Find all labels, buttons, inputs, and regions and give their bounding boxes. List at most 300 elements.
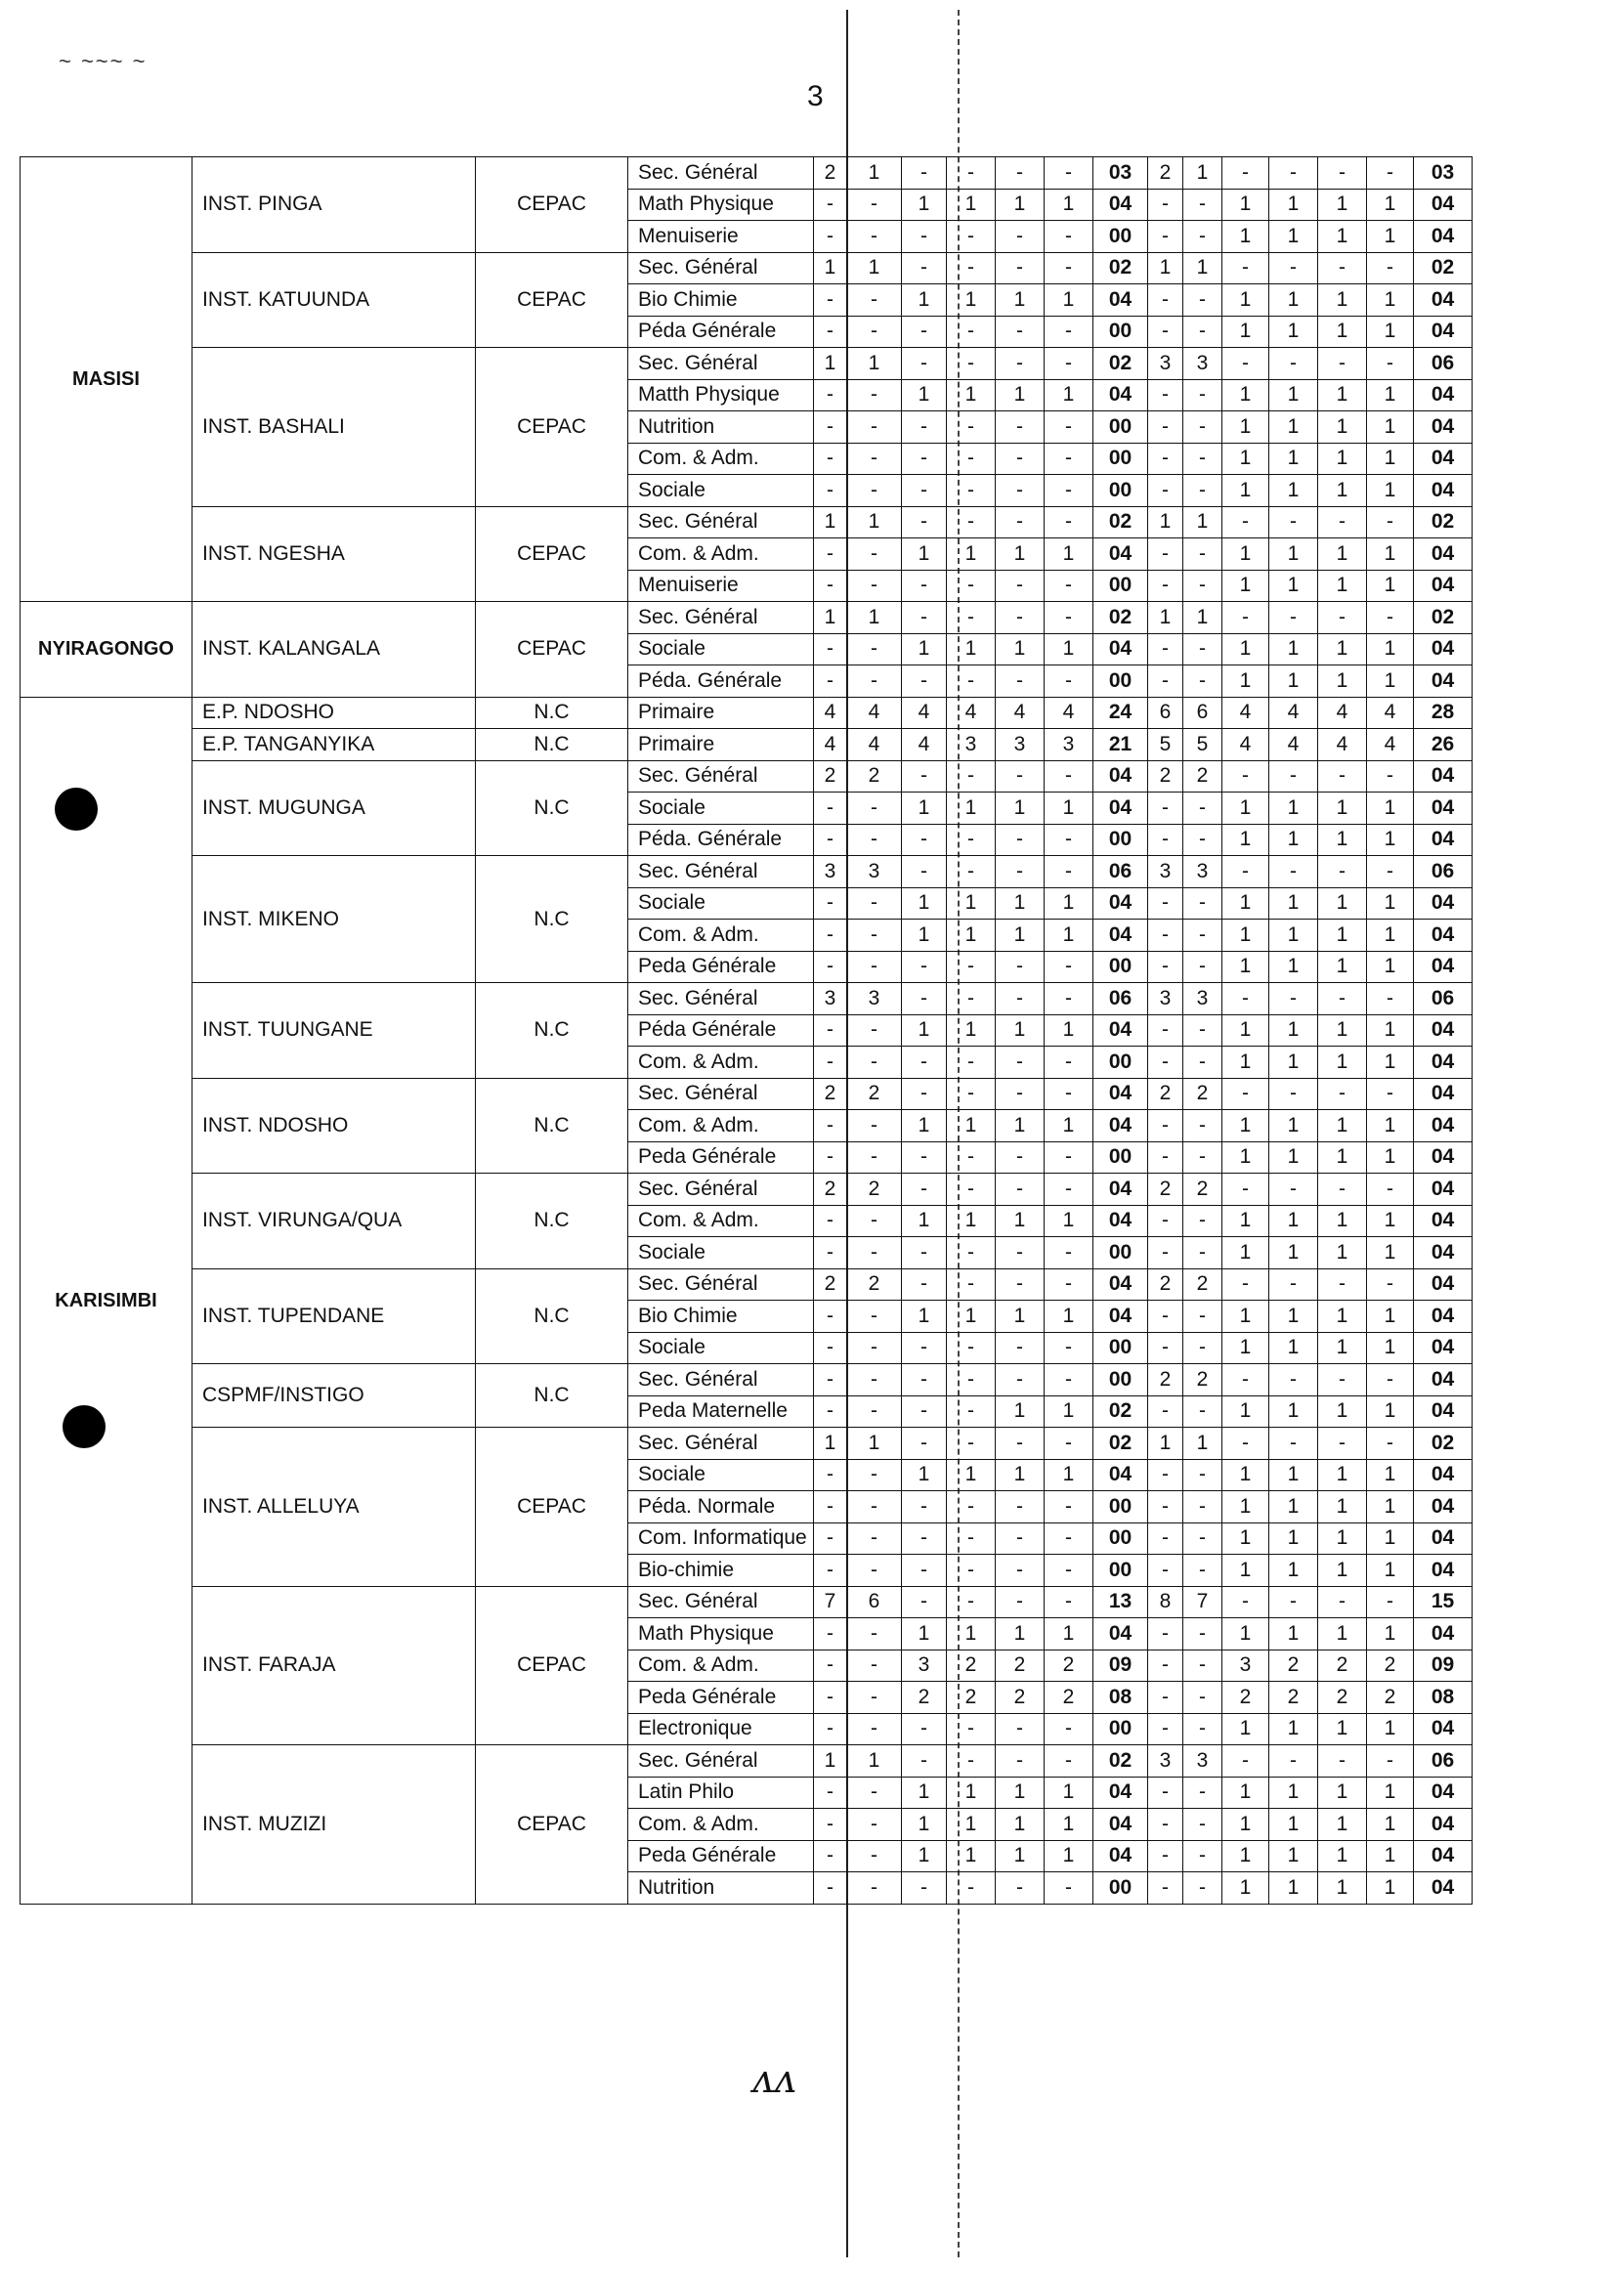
count-cell: - <box>1183 665 1222 698</box>
table-row <box>21 1364 1473 1396</box>
school-cell: INST. MUZIZI <box>192 1745 476 1905</box>
count-cell: 4 <box>814 729 847 761</box>
count-cell: 1 <box>947 887 996 920</box>
count-cell: 1 <box>1367 221 1414 253</box>
section-cell: Com. & Adm. <box>628 1047 814 1079</box>
school-cell: INST. KATUUNDA <box>192 252 476 348</box>
count-cell: 1 <box>1318 887 1367 920</box>
count-cell: - <box>814 1618 847 1650</box>
total-cell: 06 <box>1093 983 1148 1015</box>
total-cell: 00 <box>1093 475 1148 507</box>
count-cell: - <box>1045 665 1093 698</box>
count-cell: 1 <box>1367 1395 1414 1428</box>
count-cell: - <box>947 665 996 698</box>
count-cell: 1 <box>1367 633 1414 665</box>
count-cell: 1 <box>1367 1522 1414 1555</box>
total-cell: 04 <box>1093 379 1148 411</box>
total-cell: 04 <box>1414 665 1473 698</box>
count-cell: 1 <box>1269 951 1318 983</box>
count-cell: - <box>814 1650 847 1682</box>
count-cell: 1 <box>1318 221 1367 253</box>
count-cell: - <box>996 760 1045 793</box>
count-cell: - <box>1045 1141 1093 1174</box>
count-cell: - <box>847 1777 902 1809</box>
count-cell: - <box>1222 157 1269 190</box>
count-cell: - <box>947 1872 996 1905</box>
count-cell: 1 <box>847 157 902 190</box>
count-cell: 1 <box>1367 570 1414 602</box>
regime-cell: CEPAC <box>476 602 628 698</box>
section-cell: Peda Générale <box>628 1141 814 1174</box>
count-cell: 1 <box>1045 284 1093 317</box>
total-cell: 00 <box>1093 824 1148 856</box>
count-cell: - <box>1148 951 1183 983</box>
count-cell: 6 <box>1183 697 1222 729</box>
count-cell: - <box>1148 538 1183 571</box>
table-row <box>21 697 1473 729</box>
total-cell: 15 <box>1414 1586 1473 1618</box>
count-cell: 4 <box>1367 697 1414 729</box>
count-cell: 3 <box>996 729 1045 761</box>
count-cell: - <box>814 1014 847 1047</box>
total-cell: 04 <box>1414 633 1473 665</box>
count-cell: - <box>814 379 847 411</box>
count-cell: - <box>1269 506 1318 538</box>
count-cell: 2 <box>1045 1682 1093 1714</box>
count-cell: - <box>1045 1872 1093 1905</box>
section-cell: Sec. Général <box>628 1268 814 1301</box>
count-cell: - <box>996 1428 1045 1460</box>
school-cell: INST. BASHALI <box>192 348 476 507</box>
school-cell: INST. NDOSHO <box>192 1078 476 1174</box>
count-cell: 1 <box>1222 1237 1269 1269</box>
count-cell: - <box>1269 157 1318 190</box>
count-cell: 6 <box>1148 697 1183 729</box>
count-cell: - <box>1045 1078 1093 1110</box>
section-cell: Sec. Général <box>628 506 814 538</box>
total-cell: 04 <box>1414 189 1473 221</box>
count-cell: 1 <box>1318 443 1367 475</box>
count-cell: - <box>902 1522 947 1555</box>
count-cell: - <box>1183 1014 1222 1047</box>
section-cell: Electronique <box>628 1713 814 1745</box>
section-cell: Nutrition <box>628 411 814 444</box>
count-cell: 8 <box>1148 1586 1183 1618</box>
count-cell: 3 <box>902 1650 947 1682</box>
total-cell: 26 <box>1414 729 1473 761</box>
count-cell: 1 <box>1222 1047 1269 1079</box>
regime-cell: N.C <box>476 1268 628 1364</box>
section-cell: Primaire <box>628 697 814 729</box>
count-cell: - <box>947 824 996 856</box>
count-cell: - <box>1269 1586 1318 1618</box>
count-cell: - <box>1045 348 1093 380</box>
count-cell: - <box>947 411 996 444</box>
count-cell: - <box>947 1174 996 1206</box>
total-cell: 02 <box>1093 602 1148 634</box>
section-cell: Sec. Général <box>628 157 814 190</box>
total-cell: 04 <box>1093 920 1148 952</box>
count-cell: - <box>1045 316 1093 348</box>
count-cell: - <box>1148 887 1183 920</box>
count-cell: - <box>947 1364 996 1396</box>
section-cell: Péda. Générale <box>628 665 814 698</box>
count-cell: - <box>1148 443 1183 475</box>
count-cell: 1 <box>1222 1777 1269 1809</box>
total-cell: 00 <box>1093 1522 1148 1555</box>
school-cell: INST. TUUNGANE <box>192 983 476 1079</box>
count-cell: - <box>1045 1491 1093 1523</box>
count-cell: 1 <box>814 252 847 284</box>
regime-cell: CEPAC <box>476 252 628 348</box>
count-cell: - <box>947 316 996 348</box>
count-cell: 1 <box>1269 379 1318 411</box>
count-cell: 1 <box>1045 1618 1093 1650</box>
count-cell: 1 <box>1367 475 1414 507</box>
count-cell: - <box>814 1555 847 1587</box>
count-cell: - <box>847 1332 902 1364</box>
count-cell: 2 <box>947 1682 996 1714</box>
section-cell: Sociale <box>628 793 814 825</box>
count-cell: - <box>1269 602 1318 634</box>
count-cell: - <box>847 1395 902 1428</box>
total-cell: 06 <box>1414 348 1473 380</box>
count-cell: 3 <box>1183 856 1222 888</box>
count-cell: - <box>1318 348 1367 380</box>
total-cell: 04 <box>1414 1522 1473 1555</box>
count-cell: - <box>1222 602 1269 634</box>
count-cell: - <box>947 1141 996 1174</box>
table-row <box>21 983 1473 1015</box>
count-cell: 1 <box>1318 1110 1367 1142</box>
count-cell: 2 <box>1148 1078 1183 1110</box>
count-cell: 1 <box>1367 665 1414 698</box>
count-cell: - <box>847 1364 902 1396</box>
count-cell: 1 <box>1318 1777 1367 1809</box>
count-cell: - <box>1318 157 1367 190</box>
count-cell: 2 <box>1148 157 1183 190</box>
total-cell: 02 <box>1093 1395 1148 1428</box>
count-cell: - <box>1183 887 1222 920</box>
total-cell: 04 <box>1414 538 1473 571</box>
count-cell: - <box>847 189 902 221</box>
count-cell: - <box>902 1872 947 1905</box>
count-cell: 1 <box>1222 793 1269 825</box>
total-cell: 04 <box>1093 1777 1148 1809</box>
section-cell: Com. & Adm. <box>628 538 814 571</box>
count-cell: - <box>1045 856 1093 888</box>
count-cell: 1 <box>1318 1809 1367 1841</box>
count-cell: - <box>1045 1332 1093 1364</box>
total-cell: 04 <box>1093 1809 1148 1841</box>
count-cell: - <box>902 570 947 602</box>
count-cell: - <box>902 1395 947 1428</box>
count-cell: - <box>902 475 947 507</box>
count-cell: - <box>814 1364 847 1396</box>
count-cell: 2 <box>996 1682 1045 1714</box>
total-cell: 04 <box>1414 221 1473 253</box>
count-cell: - <box>947 570 996 602</box>
total-cell: 13 <box>1093 1586 1148 1618</box>
count-cell: 1 <box>1045 1777 1093 1809</box>
count-cell: - <box>947 760 996 793</box>
count-cell: - <box>1148 1141 1183 1174</box>
total-cell: 00 <box>1093 951 1148 983</box>
count-cell: 1 <box>1318 189 1367 221</box>
count-cell: 1 <box>1367 1301 1414 1333</box>
section-cell: Sec. Général <box>628 1174 814 1206</box>
count-cell: - <box>1183 1840 1222 1872</box>
total-cell: 02 <box>1093 252 1148 284</box>
count-cell: 1 <box>902 1014 947 1047</box>
count-cell: 1 <box>1222 1491 1269 1523</box>
count-cell: - <box>1269 1428 1318 1460</box>
count-cell: - <box>847 284 902 317</box>
count-cell: 3 <box>1148 348 1183 380</box>
count-cell: - <box>1148 1522 1183 1555</box>
count-cell: 1 <box>947 793 996 825</box>
count-cell: 1 <box>1222 1459 1269 1491</box>
table-row <box>21 760 1473 793</box>
count-cell: 1 <box>947 1618 996 1650</box>
count-cell: 1 <box>1269 1047 1318 1079</box>
count-cell: - <box>1222 1745 1269 1778</box>
count-cell: 1 <box>1318 538 1367 571</box>
count-cell: 1 <box>814 602 847 634</box>
count-cell: 1 <box>996 1840 1045 1872</box>
section-cell: Péda Générale <box>628 1014 814 1047</box>
count-cell: - <box>1183 633 1222 665</box>
table-row <box>21 252 1473 284</box>
count-cell: - <box>847 1555 902 1587</box>
count-cell: - <box>1183 1777 1222 1809</box>
count-cell: 4 <box>1222 697 1269 729</box>
total-cell: 08 <box>1093 1682 1148 1714</box>
count-cell: 1 <box>1222 284 1269 317</box>
count-cell: 4 <box>902 729 947 761</box>
count-cell: 1 <box>1318 824 1367 856</box>
count-cell: 1 <box>1222 665 1269 698</box>
count-cell: 1 <box>1183 602 1222 634</box>
count-cell: 1 <box>1222 570 1269 602</box>
section-cell: Sec. Général <box>628 1428 814 1460</box>
total-cell: 04 <box>1414 793 1473 825</box>
count-cell: 1 <box>814 1745 847 1778</box>
count-cell: 1 <box>1269 1205 1318 1237</box>
count-cell: - <box>1222 506 1269 538</box>
count-cell: - <box>1222 760 1269 793</box>
total-cell: 04 <box>1414 475 1473 507</box>
count-cell: - <box>847 1459 902 1491</box>
count-cell: 3 <box>847 856 902 888</box>
count-cell: - <box>1045 1364 1093 1396</box>
count-cell: 1 <box>902 1301 947 1333</box>
section-cell: Péda. Générale <box>628 824 814 856</box>
count-cell: - <box>814 1872 847 1905</box>
count-cell: 3 <box>1183 1745 1222 1778</box>
total-cell: 04 <box>1093 1205 1148 1237</box>
count-cell: - <box>1269 348 1318 380</box>
count-cell: - <box>947 1078 996 1110</box>
count-cell: - <box>1183 1459 1222 1491</box>
count-cell: 1 <box>902 189 947 221</box>
count-cell: - <box>1148 1459 1183 1491</box>
count-cell: - <box>847 633 902 665</box>
section-cell: Sec. Général <box>628 1586 814 1618</box>
count-cell: - <box>847 793 902 825</box>
count-cell: 1 <box>1269 1809 1318 1841</box>
count-cell: - <box>847 1809 902 1841</box>
count-cell: - <box>814 1491 847 1523</box>
count-cell: 1 <box>1269 1332 1318 1364</box>
count-cell: - <box>814 1840 847 1872</box>
count-cell: - <box>814 1713 847 1745</box>
total-cell: 08 <box>1414 1682 1473 1714</box>
count-cell: 1 <box>1269 793 1318 825</box>
count-cell: - <box>1183 284 1222 317</box>
school-cell: INST. VIRUNGA/QUA <box>192 1174 476 1269</box>
count-cell: 1 <box>1318 793 1367 825</box>
count-cell: 4 <box>1269 697 1318 729</box>
count-cell: - <box>814 1332 847 1364</box>
total-cell: 04 <box>1414 1332 1473 1364</box>
total-cell: 04 <box>1093 1174 1148 1206</box>
count-cell: 1 <box>1222 1713 1269 1745</box>
count-cell: 1 <box>1367 1777 1414 1809</box>
count-cell: 1 <box>1269 1618 1318 1650</box>
count-cell: 2 <box>814 1268 847 1301</box>
table-row <box>21 348 1473 380</box>
count-cell: - <box>1367 506 1414 538</box>
section-cell: Com. & Adm. <box>628 920 814 952</box>
count-cell: 1 <box>1367 1809 1414 1841</box>
count-cell: - <box>814 951 847 983</box>
section-cell: Sec. Général <box>628 1745 814 1778</box>
count-cell: 1 <box>814 1428 847 1460</box>
school-cell: INST. ALLELUYA <box>192 1428 476 1587</box>
count-cell: - <box>814 793 847 825</box>
count-cell: 3 <box>814 856 847 888</box>
count-cell: - <box>1222 1364 1269 1396</box>
total-cell: 02 <box>1414 1428 1473 1460</box>
count-cell: - <box>1148 316 1183 348</box>
section-cell: Sec. Général <box>628 252 814 284</box>
count-cell: - <box>847 1205 902 1237</box>
count-cell: 1 <box>1318 284 1367 317</box>
count-cell: 1 <box>1222 1840 1269 1872</box>
count-cell: - <box>1222 1586 1269 1618</box>
count-cell: - <box>902 1555 947 1587</box>
count-cell: 1 <box>947 1301 996 1333</box>
count-cell: - <box>1045 1428 1093 1460</box>
count-cell: - <box>847 443 902 475</box>
total-cell: 00 <box>1093 1364 1148 1396</box>
section-cell: Sociale <box>628 1459 814 1491</box>
count-cell: 1 <box>996 887 1045 920</box>
count-cell: 5 <box>1183 729 1222 761</box>
total-cell: 04 <box>1414 1237 1473 1269</box>
count-cell: - <box>1222 1174 1269 1206</box>
count-cell: - <box>947 1522 996 1555</box>
count-cell: 1 <box>1318 570 1367 602</box>
count-cell: 1 <box>902 1110 947 1142</box>
count-cell: - <box>1269 1078 1318 1110</box>
total-cell: 02 <box>1093 506 1148 538</box>
count-cell: - <box>1148 1809 1183 1841</box>
count-cell: - <box>902 252 947 284</box>
total-cell: 00 <box>1093 1713 1148 1745</box>
count-cell: 1 <box>902 379 947 411</box>
count-cell: 1 <box>1318 475 1367 507</box>
total-cell: 06 <box>1414 856 1473 888</box>
count-cell: - <box>1045 951 1093 983</box>
count-cell: - <box>1269 1364 1318 1396</box>
count-cell: - <box>847 1110 902 1142</box>
count-cell: 4 <box>1318 729 1367 761</box>
count-cell: - <box>1318 1268 1367 1301</box>
count-cell: - <box>1183 443 1222 475</box>
count-cell: - <box>847 1301 902 1333</box>
count-cell: 1 <box>1269 221 1318 253</box>
count-cell: 1 <box>1367 1840 1414 1872</box>
total-cell: 04 <box>1414 1555 1473 1587</box>
regime-cell: CEPAC <box>476 1428 628 1587</box>
table-row <box>21 1078 1473 1110</box>
count-cell: - <box>1148 920 1183 952</box>
count-cell: - <box>996 1237 1045 1269</box>
count-cell: - <box>1367 1174 1414 1206</box>
count-cell: 1 <box>1222 1205 1269 1237</box>
section-cell: Sec. Général <box>628 760 814 793</box>
section-cell: Com. & Adm. <box>628 1809 814 1841</box>
count-cell: - <box>1045 1237 1093 1269</box>
count-cell: - <box>996 1522 1045 1555</box>
count-cell: - <box>1183 1555 1222 1587</box>
count-cell: 3 <box>947 729 996 761</box>
count-cell: - <box>1222 252 1269 284</box>
section-cell: Bio-chimie <box>628 1555 814 1587</box>
count-cell: - <box>814 1141 847 1174</box>
count-cell: 1 <box>1269 633 1318 665</box>
count-cell: 1 <box>1367 920 1414 952</box>
regime-cell: CEPAC <box>476 506 628 602</box>
count-cell: 1 <box>1318 316 1367 348</box>
count-cell: 1 <box>1269 189 1318 221</box>
count-cell: - <box>1183 824 1222 856</box>
count-cell: 1 <box>1269 824 1318 856</box>
count-cell: 1 <box>1318 1522 1367 1555</box>
count-cell: - <box>814 824 847 856</box>
count-cell: - <box>902 443 947 475</box>
count-cell: - <box>996 443 1045 475</box>
count-cell: 1 <box>902 793 947 825</box>
count-cell: - <box>1148 1618 1183 1650</box>
count-cell: 1 <box>1269 1459 1318 1491</box>
count-cell: - <box>1148 1110 1183 1142</box>
count-cell: - <box>814 1522 847 1555</box>
count-cell: 1 <box>1269 1395 1318 1428</box>
count-cell: - <box>1148 1713 1183 1745</box>
total-cell: 04 <box>1093 1078 1148 1110</box>
count-cell: 1 <box>1148 1428 1183 1460</box>
count-cell: - <box>902 1141 947 1174</box>
count-cell: 1 <box>1222 475 1269 507</box>
count-cell: 1 <box>1045 1110 1093 1142</box>
count-cell: - <box>996 983 1045 1015</box>
regime-cell: CEPAC <box>476 348 628 507</box>
regime-cell: N.C <box>476 1174 628 1269</box>
count-cell: - <box>1148 1872 1183 1905</box>
